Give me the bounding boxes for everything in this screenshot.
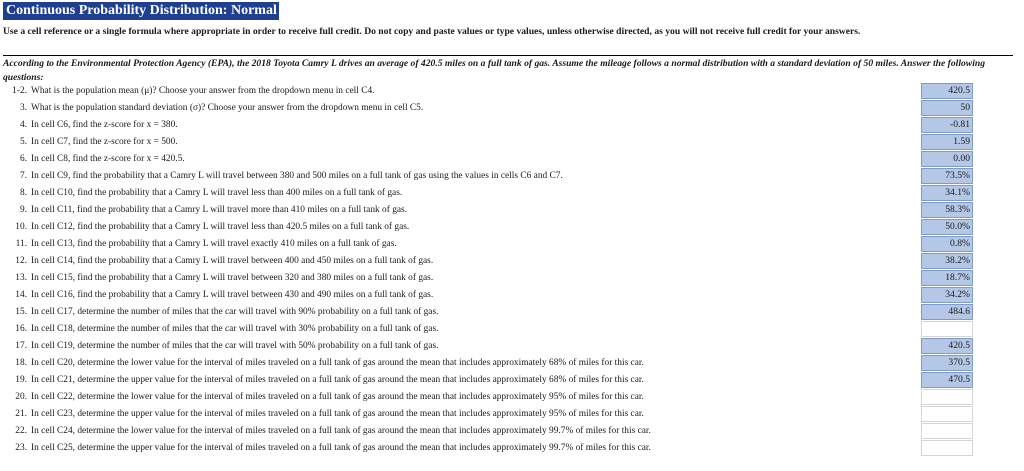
question-text: [5, 356, 644, 371]
question-row: [0, 406, 1024, 423]
question-number: 12.: [15, 256, 27, 266]
question-text: [5, 101, 423, 116]
question-number: 13.: [15, 273, 27, 283]
question-prompt: In cell C18, determine the number of miles that the car will travel with 30% probability on a full tank of gas.: [31, 324, 439, 334]
worksheet-title: Continuous Probability Distribution: Normal: [3, 2, 279, 20]
question-prompt: In cell C9, find the probability that a Camry L will travel between 380 and 500 miles on a full tank of gas using the values in cells C6 and C7.: [31, 171, 563, 181]
question-row: [0, 355, 1024, 372]
answer-cell[interactable]: 18.7%: [921, 270, 973, 286]
question-prompt: In cell C12, find the probability that a Camry L will travel less than 420.5 miles on a full tank of gas.: [31, 222, 410, 232]
question-row: [0, 423, 1024, 440]
question-text: [5, 169, 563, 184]
question-prompt: In cell C23, determine the upper value for the interval of miles traveled on a full tank of gas around the mean that includes approximately 95% of miles for this car.: [31, 409, 644, 419]
question-row: [0, 287, 1024, 304]
question-text: [5, 186, 402, 201]
question-text: [5, 339, 438, 354]
answer-cell[interactable]: 420.5: [921, 338, 973, 354]
question-number: 23.: [15, 443, 27, 453]
question-prompt: In cell C22, determine the lower value for the interval of miles traveled on a full tank of gas around the mean that includes approximately 95% of miles for this car.: [31, 392, 644, 402]
question-number: 6.: [19, 154, 27, 164]
answer-cell[interactable]: 34.1%: [921, 185, 973, 201]
question-number: 16.: [15, 324, 27, 334]
question-prompt: What is the population mean (μ)? Choose your answer from the dropdown menu in cell C4.: [31, 86, 375, 96]
question-text: [5, 220, 409, 235]
question-number: 15.: [15, 307, 27, 317]
question-prompt: In cell C20, determine the lower value for the interval of miles traveled on a full tank of gas around the mean that includes approximately 68% of miles for this car.: [31, 358, 644, 368]
answer-cell[interactable]: [921, 423, 973, 439]
question-prompt: What is the population standard deviation (σ)? Choose your answer from the dropdown menu in cell C5.: [31, 103, 424, 113]
question-number: 17.: [15, 341, 27, 351]
question-number: 4.: [19, 120, 27, 130]
question-prompt: In cell C25, determine the upper value for the interval of miles traveled on a full tank of gas around the mean that includes approximately 99.7% of miles for this car.: [31, 443, 651, 453]
question-prompt: In cell C7, find the z-score for x = 500.: [31, 137, 178, 147]
question-number: 3.: [19, 103, 27, 113]
answer-cell[interactable]: -0.81: [921, 117, 973, 133]
question-number: 5.: [19, 137, 27, 147]
question-number: 11.: [15, 239, 27, 249]
question-row: [0, 389, 1024, 406]
question-prompt: In cell C10, find the probability that a Camry L will travel less than 400 miles on a full tank of gas.: [31, 188, 403, 198]
answer-cell[interactable]: 1.59: [921, 134, 973, 150]
answer-cell[interactable]: 34.2%: [921, 287, 973, 303]
question-number: 7.: [19, 171, 27, 181]
question-prompt: In cell C24, determine the lower value for the interval of miles traveled on a full tank of gas around the mean that includes approximately 99.7% of miles for this car.: [31, 426, 651, 436]
question-number: 20.: [15, 392, 27, 402]
question-prompt: In cell C11, find the probability that a Camry L will travel more than 410 miles on a full tank of gas.: [31, 205, 408, 215]
question-number: 9.: [19, 205, 27, 215]
answer-cell[interactable]: [921, 389, 973, 405]
question-number: 8.: [19, 188, 27, 198]
question-number: 22.: [15, 426, 27, 436]
question-row: [0, 134, 1024, 151]
answer-cell[interactable]: 0.00: [921, 151, 973, 167]
question-prompt: In cell C14, find the probability that a Camry L will travel between 400 and 450 miles on a full tank of gas.: [31, 256, 434, 266]
question-row: [0, 236, 1024, 253]
question-row: [0, 440, 1024, 457]
question-row: [0, 321, 1024, 338]
question-text: [5, 84, 375, 99]
question-number: 1-2.: [12, 86, 27, 96]
question-text: [5, 152, 185, 167]
question-text: [5, 322, 438, 337]
question-text: [5, 237, 397, 252]
question-row: [0, 117, 1024, 134]
scenario-text: According to the Environmental Protection Agency (EPA), the 2018 Toyota Camry L drives an average of 420.5 miles on a full tank of gas. Assume the mileage follows a normal distribution with a standard deviation of 50 miles. Answer the following questions:: [3, 55, 1013, 85]
question-row: [0, 168, 1024, 185]
question-row: [0, 270, 1024, 287]
answer-cell[interactable]: 50.0%: [921, 219, 973, 235]
question-prompt: In cell C21, determine the upper value for the interval of miles traveled on a full tank of gas around the mean that includes approximately 68% of miles for this car.: [31, 375, 644, 385]
question-row: [0, 151, 1024, 168]
answer-cell[interactable]: 38.2%: [921, 253, 973, 269]
answer-cell[interactable]: 58.3%: [921, 202, 973, 218]
question-row: [0, 100, 1024, 117]
question-list: [0, 83, 1024, 457]
question-prompt: In cell C17, determine the number of miles that the car will travel with 90% probability on a full tank of gas.: [31, 307, 439, 317]
question-text: [5, 288, 433, 303]
instructions-text: Use a cell reference or a single formula where appropriate in order to receive full credit. Do not copy and paste values or type values, unless otherwise directed, as you will not receive full credit for your answers.: [3, 26, 861, 37]
question-text: [5, 271, 433, 286]
question-row: [0, 338, 1024, 355]
question-number: 18.: [15, 358, 27, 368]
question-text: [5, 424, 651, 439]
question-text: [5, 203, 407, 218]
question-number: 19.: [15, 375, 27, 385]
question-row: [0, 185, 1024, 202]
question-text: [5, 305, 438, 320]
question-text: [5, 373, 644, 388]
question-row: [0, 253, 1024, 270]
question-text: [5, 407, 644, 422]
question-row: [0, 219, 1024, 236]
question-row: [0, 304, 1024, 321]
question-number: 21.: [15, 409, 27, 419]
question-prompt: In cell C6, find the z-score for x = 380.: [31, 120, 178, 130]
answer-cell[interactable]: 0.8%: [921, 236, 973, 252]
answer-cell[interactable]: 370.5: [921, 355, 973, 371]
question-prompt: In cell C8, find the z-score for x = 420.5.: [31, 154, 185, 164]
question-row: [0, 83, 1024, 100]
question-number: 14.: [15, 290, 27, 300]
answer-cell[interactable]: 484.6: [921, 304, 973, 320]
answer-cell[interactable]: [921, 406, 973, 422]
question-text: [5, 135, 178, 150]
question-prompt: In cell C19, determine the number of miles that the car will travel with 50% probability on a full tank of gas.: [31, 341, 439, 351]
question-text: [5, 441, 651, 456]
question-row: [0, 202, 1024, 219]
question-text: [5, 254, 433, 269]
answer-cell[interactable]: [921, 321, 973, 337]
question-text: [5, 118, 178, 133]
answer-cell[interactable]: 50: [921, 100, 973, 116]
question-number: 10.: [15, 222, 27, 232]
answer-cell[interactable]: 470.5: [921, 372, 973, 388]
answer-cell[interactable]: 420.5: [921, 83, 973, 99]
question-row: [0, 372, 1024, 389]
question-prompt: In cell C13, find the probability that a Camry L will travel exactly 410 miles on a full tank of gas.: [31, 239, 397, 249]
question-prompt: In cell C16, find the probability that a Camry L will travel between 430 and 490 miles on a full tank of gas.: [31, 290, 434, 300]
question-text: [5, 390, 644, 405]
answer-cell[interactable]: 73.5%: [921, 168, 973, 184]
answer-cell[interactable]: [921, 440, 973, 456]
question-prompt: In cell C15, find the probability that a Camry L will travel between 320 and 380 miles on a full tank of gas.: [31, 273, 434, 283]
